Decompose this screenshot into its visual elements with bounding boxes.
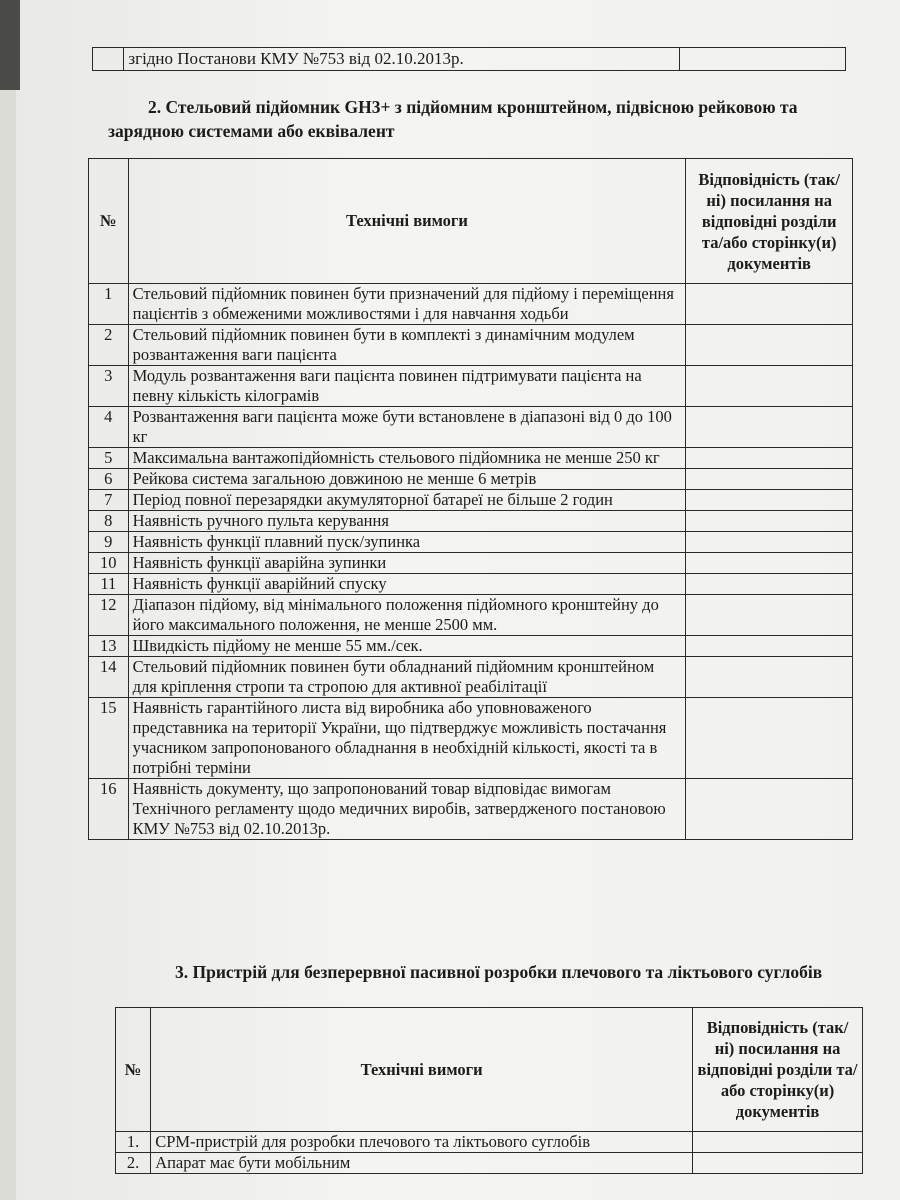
table-row [89,366,853,407]
row-number: 10 [89,553,129,574]
row-compliance[interactable] [686,511,853,532]
row-compliance[interactable] [693,1153,863,1174]
row-compliance[interactable] [686,284,853,325]
table-row [89,636,853,657]
row-requirement: Модуль розвантаження ваги пацієнта повинен підтримувати пацієнта на певну кількість кілограмів [128,366,686,407]
row-requirement: Наявність документу, що запропонований товар відповідає вимогам Технічного регламенту щодо медичних виробів, затвердженого постановою КМУ №753 від 02.10.2013р. [128,779,686,840]
table-row [89,532,853,553]
table-row [89,407,853,448]
previous-table-fragment [92,47,846,71]
section-3-table [115,1007,863,1174]
section-3-rows [116,1132,863,1174]
row-compliance[interactable] [686,448,853,469]
table-row [89,698,853,779]
row-requirement: Стельовий підйомник повинен бути призначений для підйому і переміщення пацієнтів з обмеженими можливостями і для навчання ходьби [128,284,686,325]
row-number: 9 [89,532,129,553]
row-requirement: Діапазон підйому, від мінімального положення підйомного кронштейну до його максимального положення, не менше 2500 мм. [128,595,686,636]
header-num: № [116,1008,151,1132]
cell-num [93,48,124,71]
table-row [93,48,846,71]
row-requirement: Апарат має бути мобільним [151,1153,693,1174]
table-row [89,657,853,698]
row-requirement: Стельовий підйомник повинен бути в комплекті з динамічним модулем розвантаження ваги пацієнта [128,325,686,366]
header-num: № [89,159,129,284]
row-number: 15 [89,698,129,779]
table-row [116,1153,863,1174]
row-requirement: Наявність гарантійного листа від виробника або уповноваженого представника на території України, що підтверджує можливість постачання учасником запропонованого обладнання в необхідній кількості, якості та в потрібні терміни [128,698,686,779]
row-number: 4 [89,407,129,448]
row-requirement: Максимальна вантажопідйомність стельового підйомника не менше 250 кг [128,448,686,469]
table-row [89,469,853,490]
row-number: 8 [89,511,129,532]
header-compliance: Відповідність (так/ні) посилання на відповідні розділи та/або сторінку(и) документів [686,159,853,284]
row-requirement: Стельовий підйомник повинен бути обладнаний підйомним кронштейном для кріплення стропи та стропою для активної реабілітації [128,657,686,698]
cell-compliance [680,48,846,71]
section-2-heading: 2. Стельовий підйомник GH3+ з підйомним кронштейном, підвісною рейковою та зарядною системами або еквівалент [108,97,798,141]
section-2-table [88,158,853,840]
row-compliance[interactable] [686,553,853,574]
row-compliance[interactable] [686,325,853,366]
row-requirement: CPM-пристрій для розробки плечового та ліктьового суглобів [151,1132,693,1153]
row-number: 1. [116,1132,151,1153]
row-compliance[interactable] [686,407,853,448]
table-row [89,325,853,366]
background-shadow [0,0,20,90]
table-row [89,284,853,325]
row-number: 3 [89,366,129,407]
row-compliance[interactable] [686,490,853,511]
row-number: 2. [116,1153,151,1174]
table-row [89,595,853,636]
row-compliance[interactable] [686,779,853,840]
row-number: 2 [89,325,129,366]
row-requirement: Рейкова система загальною довжиною не менше 6 метрів [128,469,686,490]
row-compliance[interactable] [686,469,853,490]
table-row [89,448,853,469]
row-compliance[interactable] [686,698,853,779]
header-compliance: Відповідність (так/ні) посилання на відповідні розділи та/або сторінку(и) документів [693,1008,863,1132]
table-row [89,490,853,511]
row-number: 5 [89,448,129,469]
row-compliance[interactable] [686,595,853,636]
table-row [89,574,853,595]
row-compliance[interactable] [686,574,853,595]
row-requirement: Розвантаження ваги пацієнта може бути встановлене в діапазоні від 0 до 100 кг [128,407,686,448]
row-compliance[interactable] [686,366,853,407]
row-requirement: Наявність функції аварійний спуску [128,574,686,595]
section-3-heading: 3. Пристрій для безперервної пасивної розробки плечового та ліктьового суглобів [175,962,823,982]
row-number: 16 [89,779,129,840]
row-number: 1 [89,284,129,325]
row-compliance[interactable] [686,657,853,698]
row-requirement: Наявність ручного пульта керування [128,511,686,532]
row-compliance[interactable] [686,532,853,553]
header-requirements: Технічні вимоги [151,1008,693,1132]
table-header-row [89,159,853,284]
table-row [89,779,853,840]
row-number: 11 [89,574,129,595]
row-requirement: Швидкість підйому не менше 55 мм./сек. [128,636,686,657]
table-row [89,553,853,574]
row-requirement: Період повної перезарядки акумуляторної батареї не більше 2 годин [128,490,686,511]
cell-text: згідно Постанови КМУ №753 від 02.10.2013р. [124,48,680,71]
row-compliance[interactable] [693,1132,863,1153]
row-number: 13 [89,636,129,657]
row-number: 14 [89,657,129,698]
table-row [116,1132,863,1153]
row-requirement: Наявність функції плавний пуск/зупинка [128,532,686,553]
header-requirements: Технічні вимоги [128,159,686,284]
row-number: 12 [89,595,129,636]
row-number: 7 [89,490,129,511]
section-2-rows [89,284,853,840]
row-compliance[interactable] [686,636,853,657]
row-number: 6 [89,469,129,490]
table-row [89,511,853,532]
table-header-row [116,1008,863,1132]
row-requirement: Наявність функції аварійна зупинки [128,553,686,574]
